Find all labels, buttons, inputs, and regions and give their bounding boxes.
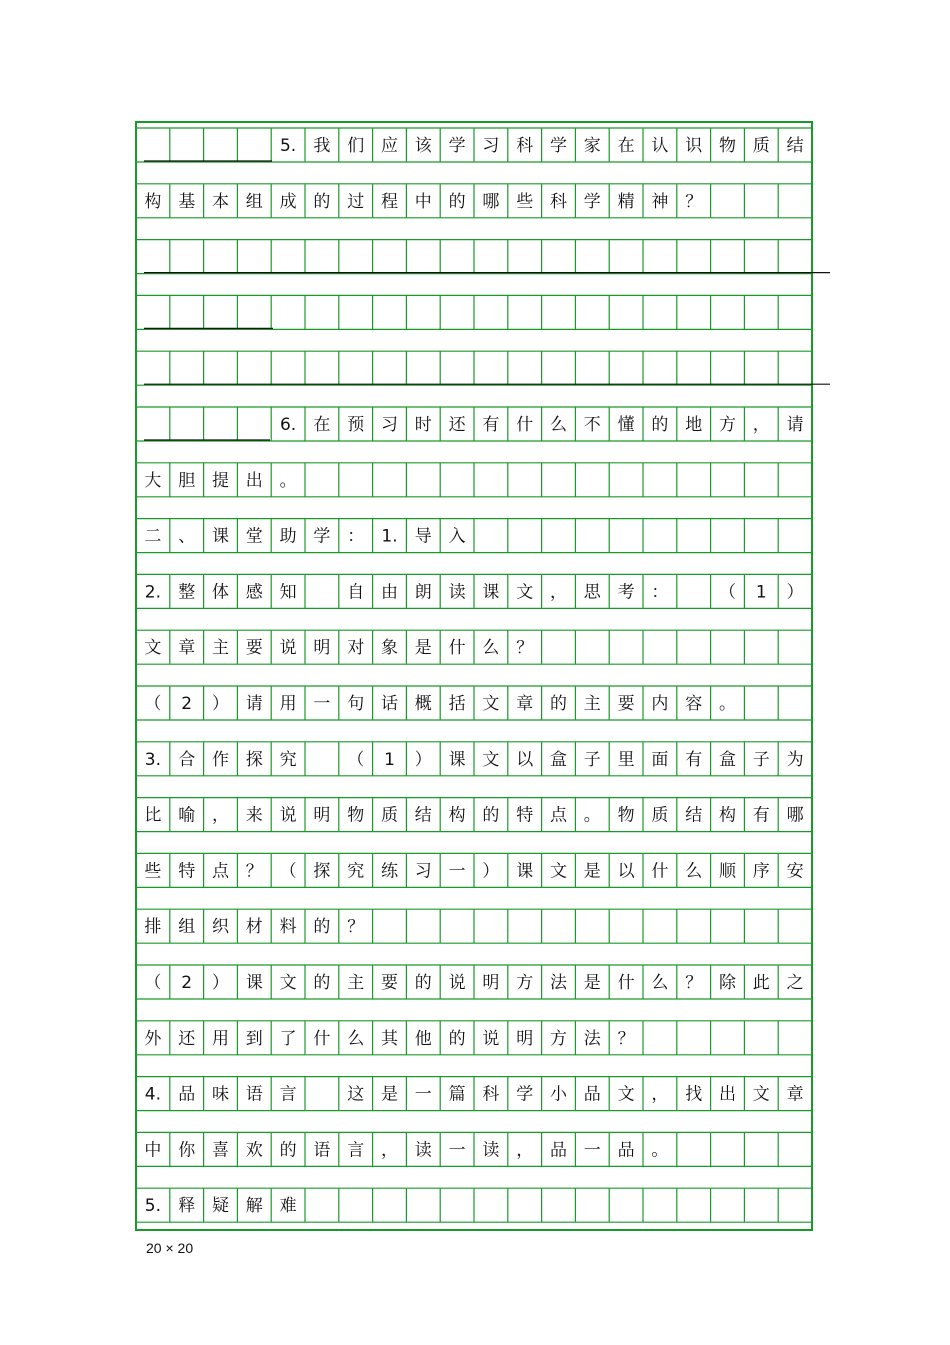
grid-cell-text: 二 — [144, 526, 162, 547]
grid-cell-text: 主 — [212, 638, 229, 659]
grid-cell-text: 明 — [516, 1028, 534, 1049]
grid-cell-text: 2 — [181, 973, 193, 993]
grid-cell-text: 的 — [414, 973, 432, 993]
grid-cell-text: 说 — [279, 638, 297, 659]
grid-cell-text: 有 — [685, 749, 703, 770]
grid-cell-text: ） — [212, 973, 229, 993]
grid-cell-text: 么 — [685, 861, 703, 882]
grid-cell-text: 找 — [685, 1084, 703, 1105]
grid-cell-text: 究 — [279, 749, 297, 770]
grid-cell-text: 的 — [482, 805, 500, 826]
grid-cell-text: 科 — [482, 1084, 500, 1105]
grid-cell-text: 的 — [651, 415, 669, 435]
grid-cell-text: 么 — [651, 973, 669, 993]
grid-cell-text: 味 — [212, 1084, 229, 1105]
grid-cell-text: 学 — [313, 526, 331, 547]
grid-cell-text: 物 — [719, 136, 736, 156]
grid-cell-text: 内 — [651, 694, 669, 714]
grid-cell-text: 思 — [583, 582, 601, 603]
grid-cell-text: ） — [414, 749, 432, 770]
grid-cell-text: 应 — [381, 136, 398, 156]
grid-cell-text: 除 — [719, 973, 736, 993]
grid-cell-text: 中 — [414, 191, 432, 212]
grid-cell-text: 子 — [752, 749, 770, 770]
grid-cell-text: 什 — [313, 1028, 331, 1049]
grid-cell-text: 体 — [212, 582, 229, 603]
grid-cell-text: 篇 — [448, 1084, 466, 1105]
grid-cell-text: 课 — [212, 526, 229, 547]
grid-cell-text: 课 — [516, 861, 534, 882]
grid-cell-text: 子 — [583, 749, 601, 770]
grid-cell-text: 品 — [617, 1140, 635, 1161]
grid-cell-text: 4. — [144, 1084, 162, 1105]
grid-cell-text: 出 — [245, 470, 263, 491]
grid-cell-text: 特 — [178, 861, 196, 882]
grid-cell-text: 要 — [617, 694, 635, 714]
grid-cell-text: 中 — [144, 1140, 162, 1161]
grid-cell-text: 之 — [786, 973, 804, 993]
grid-cell-text: ， — [516, 1140, 534, 1161]
grid-cell-text: 为 — [786, 749, 804, 770]
grid-cell-text: （ — [144, 694, 162, 714]
grid-cell-text: （ — [279, 861, 297, 882]
grid-cell-text: ， — [381, 1140, 398, 1161]
grid-cell-text: 请 — [786, 415, 804, 435]
grid-cell-text: 喜 — [212, 1140, 229, 1161]
grid-cell-text: 课 — [448, 749, 466, 770]
grid-cell-text: 的 — [550, 694, 567, 714]
grid-cell-text: 究 — [347, 861, 365, 882]
grid-cell-text: 排 — [144, 917, 162, 938]
grid-cell-text: 练 — [381, 861, 398, 882]
grid-cell-text: 一 — [448, 1140, 466, 1161]
grid-cell-text: 话 — [381, 694, 398, 714]
grid-cell-text: 哪 — [786, 805, 804, 826]
grid-cell-text: 盒 — [550, 749, 567, 770]
grid-cell-text: 哪 — [482, 191, 500, 212]
grid-cell-text: 结 — [786, 136, 804, 156]
grid-cell-text: 要 — [245, 638, 263, 659]
grid-cell-text: 不 — [583, 415, 601, 435]
grid-cell-text: 这 — [347, 1084, 365, 1105]
grid-cell-text: 明 — [313, 805, 331, 826]
grid-cell-text: 们 — [347, 136, 365, 156]
grid-cell-text: 语 — [313, 1140, 331, 1161]
grid-cell-text: 品 — [583, 1084, 601, 1105]
grid-cell-text: 小 — [550, 1084, 567, 1105]
grid-cell-text: ， — [651, 1084, 669, 1105]
grid-cell-text: 神 — [651, 191, 669, 212]
grid-cell-text: 。 — [583, 805, 601, 826]
grid-cell-text: 么 — [347, 1028, 365, 1049]
grid-cell-text: 合 — [178, 749, 196, 770]
grid-cell-text: 精 — [617, 191, 635, 212]
grid-cell-text: 的 — [279, 1140, 297, 1161]
grid-cell-text: 学 — [550, 136, 567, 156]
grid-cell-text: 里 — [617, 749, 635, 770]
grid-cell-text: 探 — [313, 861, 331, 882]
grid-cell-text: 基 — [178, 191, 196, 212]
grid-cell-text: 探 — [245, 749, 263, 770]
grid-cell-text: 课 — [245, 973, 263, 993]
grid-cell-text: ？ — [685, 973, 703, 993]
grid-cell-text: 作 — [212, 749, 229, 770]
grid-cell-text: 品 — [178, 1084, 196, 1105]
grid-cell-text: 大 — [144, 470, 162, 491]
grid-cell-text: 学 — [448, 136, 466, 156]
grid-cell-text: ： — [347, 526, 365, 547]
grid-cell-text: 科 — [550, 191, 567, 212]
grid-cell-text: 预 — [347, 415, 365, 435]
grid-cell-text: 么 — [482, 638, 500, 659]
grid-cell-text: 在 — [617, 136, 635, 156]
grid-cell-text: 括 — [448, 694, 466, 714]
grid-cell-text: 法 — [583, 1028, 601, 1049]
grid-cell-text: 文 — [144, 638, 162, 659]
grid-cell-text: 序 — [752, 861, 770, 882]
grid-cell-text: 什 — [448, 638, 466, 659]
grid-cell-text: 2 — [181, 694, 193, 714]
grid-cell-text: 什 — [516, 415, 534, 435]
grid-cell-text: 一 — [313, 694, 331, 714]
grid-cell-text: 我 — [313, 136, 331, 156]
grid-cell-text: ） — [482, 861, 500, 882]
grid-cell-text: 文 — [482, 749, 500, 770]
grid-cell-text: 物 — [617, 805, 635, 826]
grid-cell-text: 结 — [685, 805, 703, 826]
grid-cell-text: 料 — [279, 917, 297, 938]
grid-cell-text: 有 — [752, 805, 770, 826]
grid-cell-text: 的 — [448, 1028, 466, 1049]
grid-cell-text: 言 — [279, 1084, 297, 1105]
grid-cell-text: 解 — [245, 1196, 263, 1217]
grid-cell-text: 说 — [279, 805, 297, 826]
grid-cell-text: 组 — [178, 917, 196, 938]
grid-cell-text: 组 — [245, 191, 263, 212]
grid-cell-text: 章 — [178, 638, 196, 659]
grid-cell-text: 该 — [414, 136, 432, 156]
grid-cell-text: 导 — [414, 526, 432, 547]
grid-cell-text: 他 — [414, 1028, 432, 1049]
grid-cell-text: ， — [550, 582, 567, 603]
grid-cell-text: 文 — [617, 1084, 635, 1105]
grid-cell-text: 、 — [178, 526, 196, 547]
grid-cell-text: 还 — [178, 1028, 196, 1049]
grid-cell-text: 文 — [482, 694, 500, 714]
grid-cell-text: 方 — [516, 973, 534, 993]
grid-cell-text: 语 — [245, 1084, 263, 1105]
grid-cell-text: 法 — [550, 973, 567, 993]
grid-cell-text: 以 — [617, 861, 635, 882]
grid-cell-text: 懂 — [617, 415, 635, 435]
grid-cell-text: 时 — [414, 415, 432, 435]
grid-cell-text: 科 — [516, 136, 534, 156]
grid-cell-text: 容 — [685, 694, 703, 714]
grid-cell-text: 构 — [448, 805, 466, 826]
grid-cell-text: 学 — [516, 1084, 534, 1105]
grid-cell-text: 材 — [245, 917, 263, 938]
grid-cell-text: 成 — [279, 191, 297, 212]
grid-cell-text: 是 — [583, 973, 601, 993]
grid-cell-text: 自 — [347, 582, 365, 603]
grid-cell-text: 方 — [550, 1028, 567, 1049]
grid-cell-text: 你 — [178, 1140, 196, 1161]
grid-cell-text: 。 — [719, 694, 736, 714]
grid-cell-text: ： — [651, 582, 669, 603]
grid-cell-text: 。 — [651, 1140, 669, 1161]
grid-cell-text: 文 — [516, 582, 534, 603]
grid-cell-text: 文 — [752, 1084, 770, 1105]
grid-cell-text: 一 — [583, 1140, 601, 1161]
grid-cell-text: 说 — [448, 973, 466, 993]
grid-cell-text: 了 — [279, 1028, 297, 1049]
grid-cell-text: 1. — [381, 526, 398, 547]
grid-cell-text: 习 — [381, 415, 398, 435]
grid-cell-text: 比 — [144, 805, 162, 826]
grid-cell-text: 言 — [347, 1140, 365, 1161]
grid-cell-text: 在 — [313, 415, 331, 435]
grid-cell-text: 章 — [516, 694, 534, 714]
grid-cell-text: 此 — [752, 973, 770, 993]
grid-lines — [136, 122, 812, 1230]
grid-cell-text: 读 — [448, 582, 466, 603]
grid-cell-text: 考 — [617, 582, 635, 603]
grid-cell-text: 么 — [550, 415, 567, 435]
grid-cell-text: 织 — [212, 917, 229, 938]
grid-cell-text: 喻 — [178, 805, 196, 826]
grid-cell-text: 来 — [245, 805, 263, 826]
grid-cell-text: 一 — [448, 861, 466, 882]
grid-cell-text: 明 — [482, 973, 500, 993]
grid-cell-text: 有 — [482, 415, 500, 435]
grid-cell-text: 用 — [279, 694, 297, 714]
grid-cell-text: ？ — [347, 917, 365, 938]
grid-cell-text: 要 — [381, 973, 398, 993]
grid-cell-text: 主 — [583, 694, 601, 714]
grid-cell-text: 质 — [752, 136, 770, 156]
grid-cell-text: 2. — [144, 582, 162, 603]
grid-cell-text: ） — [212, 694, 229, 714]
grid-cell-text: 什 — [651, 861, 669, 882]
grid-cell-text: 章 — [786, 1084, 804, 1105]
grid-cell-text: 一 — [414, 1084, 432, 1105]
grid-cell-text: 胆 — [178, 470, 196, 491]
grid-cell-text: 识 — [685, 136, 703, 156]
grid-cell-text: 质 — [381, 805, 398, 826]
grid-cell-text: 明 — [313, 638, 331, 659]
grid-frame — [136, 122, 812, 1230]
grid-cell-text: 方 — [719, 415, 736, 435]
grid-cell-text: 欢 — [245, 1140, 263, 1161]
grid-cell-text: 。 — [279, 470, 297, 491]
grid-cell-text: 文 — [279, 973, 297, 993]
grid-cell-text: 地 — [685, 415, 703, 435]
grid-cell-text: 感 — [245, 582, 263, 603]
grid-cell-text: 出 — [719, 1084, 736, 1105]
grid-cell-text: 是 — [583, 861, 601, 882]
grid-cell-text: 构 — [719, 805, 736, 826]
grid-cell-text: 特 — [516, 805, 534, 826]
grid-cell-text: ？ — [516, 638, 534, 659]
grid-cell-text: 1 — [384, 749, 395, 770]
grid-cell-text: 6. — [279, 415, 297, 435]
grid-cell-text: 句 — [347, 694, 365, 714]
grid-cell-text: （ — [144, 973, 162, 993]
grid-cell-text: 其 — [381, 1028, 398, 1049]
grid-cell-text: 学 — [583, 191, 601, 212]
grid-cell-text: ） — [786, 582, 804, 603]
grid-cell-text: 的 — [313, 191, 331, 212]
grid-cell-text: ？ — [617, 1028, 635, 1049]
grid-cell-text: 点 — [212, 861, 229, 882]
grid-cell-text: 用 — [212, 1028, 229, 1049]
grid-cell-text: 些 — [516, 191, 534, 212]
grid-cell-text: 习 — [414, 861, 432, 882]
grid-cell-text: 质 — [651, 805, 669, 826]
grid-cell-text: 什 — [617, 973, 635, 993]
grid-cell-text: 面 — [651, 749, 669, 770]
grid-cell-text: 5. — [144, 1196, 162, 1217]
grid-cell-text: 本 — [212, 191, 229, 212]
grid-size-label: 20 × 20 — [146, 1240, 194, 1256]
grid-cell-text: 知 — [279, 582, 297, 603]
grid-cell-text: ， — [752, 415, 770, 435]
grid-cell-text: 顺 — [719, 861, 736, 882]
grid-cell-text: 到 — [245, 1028, 263, 1049]
grid-cell-text: 还 — [448, 415, 466, 435]
grid-cell-text: 是 — [414, 638, 432, 659]
grid-cell-text: 由 — [381, 582, 398, 603]
grid-cell-text: 点 — [550, 805, 567, 826]
grid-cell-text: 朗 — [414, 582, 432, 603]
grid-cell-text: 习 — [482, 136, 500, 156]
grid-cell-text: 1 — [755, 582, 767, 603]
grid-cell-text: 的 — [448, 191, 466, 212]
grid-cell-text: 结 — [414, 805, 432, 826]
grid-cell-text: 认 — [651, 136, 669, 156]
grid-cell-text: 说 — [482, 1028, 500, 1049]
grid-cell-text: （ — [719, 582, 736, 603]
grid-cell-text: 文 — [550, 861, 567, 882]
grid-cell-text: 疑 — [212, 1196, 229, 1217]
grid-cell-text: 对 — [347, 638, 365, 659]
grid-cell-text: 读 — [482, 1140, 500, 1161]
grid-cell-text: 程 — [381, 191, 398, 212]
grid-cell-text: 入 — [448, 526, 466, 547]
grid-cell-text: 请 — [245, 694, 263, 714]
grid-cell-text: 外 — [144, 1028, 162, 1049]
grid-cell-text: 难 — [279, 1196, 297, 1217]
grid-cell-text: 盒 — [719, 749, 736, 770]
grid-cell-text: ？ — [245, 861, 263, 882]
grid-cell-text: 以 — [516, 749, 534, 770]
grid-cell-text: 的 — [313, 917, 331, 938]
grid-cell-text: 些 — [144, 861, 162, 882]
grid-cell-text: 是 — [381, 1084, 398, 1105]
grid-cell-text: 助 — [279, 526, 297, 547]
grid-cell-text: 家 — [583, 136, 601, 156]
grid-cell-text: 构 — [144, 191, 162, 212]
grid-cell-text: 品 — [550, 1140, 567, 1161]
grid-cell-text: 提 — [212, 470, 229, 491]
grid-cell-text: 主 — [347, 973, 365, 993]
grid-cell-text: 整 — [178, 582, 196, 603]
grid-cell-text: 堂 — [245, 526, 263, 547]
grid-cell-text: 过 — [347, 191, 365, 212]
grid-cell-text: 课 — [482, 582, 500, 603]
grid-cell-text: （ — [347, 749, 365, 770]
grid-cell-text: ？ — [685, 191, 703, 212]
grid-cell-text: 读 — [414, 1140, 432, 1161]
grid-cell-text: 物 — [347, 805, 365, 826]
grid-cell-text: 3. — [144, 749, 162, 770]
grid-cell-text: 概 — [414, 694, 432, 714]
grid-cell-text: 5. — [279, 136, 297, 156]
grid-cell-text: 释 — [178, 1196, 196, 1217]
grid-cell-text: 的 — [313, 973, 331, 993]
grid-cell-text: 安 — [786, 861, 804, 882]
grid-cell-text: ， — [212, 805, 229, 826]
grid-cell-text: 象 — [381, 638, 398, 659]
